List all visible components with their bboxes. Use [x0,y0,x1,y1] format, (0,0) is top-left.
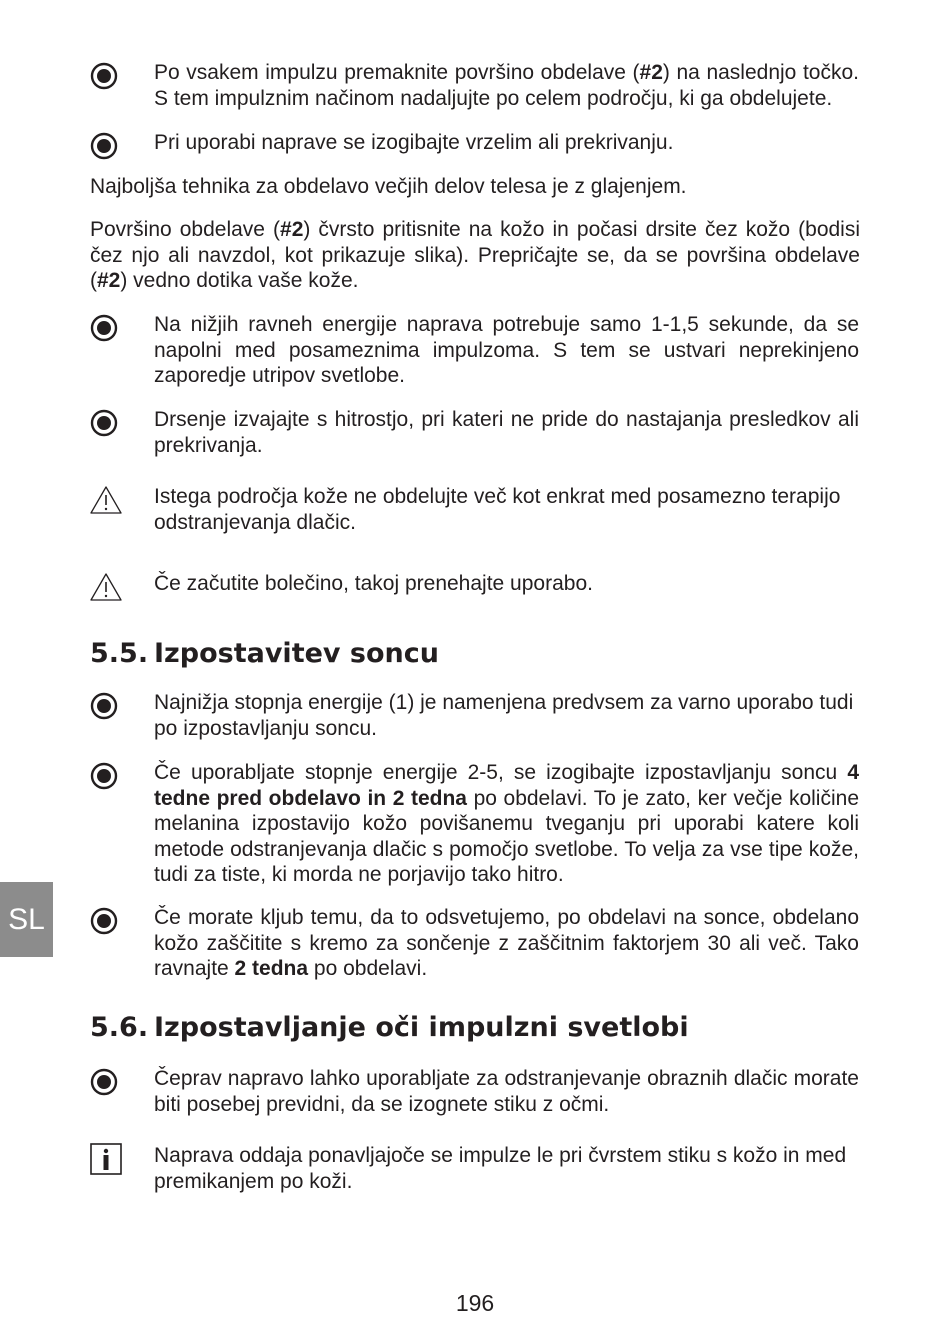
bold-text: #2 [280,218,304,241]
bullet-text: Čeprav napravo lahko uporabljate za odstranjevanje obraznih dlačic morate biti posebej previdni, da se izognete stiku z očmi. [154,1067,859,1116]
target-bullet-icon [88,1066,120,1098]
bold-text: #2 [639,61,663,84]
section-heading-5-5 [90,638,439,669]
bullet-text: Po vsakem impulzu premaknite površino obdelave (#2) na naslednjo točko. S tem impulznim načinom nadaljujte po celem področju, ki ga obdelujete. [154,61,859,110]
warning-triangle-icon [88,484,120,516]
bullet-text: Pri uporabi naprave se izogibajte vrzelim ali prekrivanju. [154,131,674,154]
section-heading-5-6 [90,1012,689,1043]
target-bullet-icon [88,130,120,162]
target-bullet-icon [88,760,120,792]
page-number: 196 [455,1290,495,1316]
info-text: Naprava oddaja ponavljajoče se impulze le pri čvrstem stiku s kožo in med premikanjem po koži. [154,1144,847,1193]
bullet-text: Če morate kljub temu, da to odsvetujemo, po obdelavi na sonce, obdelano kožo zaščitite s kremo za sončenje z zaščitnim faktorjem 30 ali več. Tako ravnajte 2 tedna po obdelavi. [154,906,859,980]
language-tab: SL [0,882,53,957]
section-title: Izpostavljanje oči impulzni svetlobi [154,1012,689,1043]
section-title: Izpostavitev soncu [154,638,439,669]
bullet-text: Če uporabljate stopnje energije 2-5, se izogibajte izpostavljanju soncu 4 tedne pred obdelavo in 2 tedna po obdelavi. To je zato, ker večje količine melanina izpostavijo kožo povišanemu tveganju pri uporabi katere koli metode odstranjevanja dlačic s pomočjo svetlobe. To velja za vse tipe kože, tudi za tiste, ki morda ne porjavijo tako hitro. [154,761,860,886]
paragraph-gliding: Površino obdelave (#2) čvrsto pritisnite na kožo in počasi drsite čez kožo (bodisi čez njo ali navzdol, kot prikazuje slika). Prepričajte se, da se površina obdelave (#2) vedno dotika vaše kože. [90,218,861,292]
warning-text: Istega področja kože ne obdelujte več kot enkrat med posamezno terapijo odstranjevanja dlačic. [154,485,841,534]
paragraph-technique: Najboljša tehnika za obdelavo večjih delov telesa je z glajenjem. [90,175,687,198]
bold-text: #2 [97,269,121,292]
target-bullet-icon [88,905,120,937]
bold-text: 4 tedne pred obdelavo in 2 tedna [154,761,859,810]
bold-text: 2 tedna [234,957,309,980]
bullet-text: Najnižja stopnja energije (1) je namenjena predvsem za varno uporabo tudi po izpostavljanju soncu. [154,691,854,740]
bullet-text: Na nižjih ravneh energije naprava potrebuje samo 1-1,5 sekunde, da se napolni med posameznima impulzoma. S tem se ustvari neprekinjeno zaporedje utripov svetlobe. [154,313,859,387]
section-number: 5.5. [90,638,149,669]
target-bullet-icon [88,60,120,92]
target-bullet-icon [88,407,120,439]
bullet-text: Drsenje izvajajte s hitrostjo, pri kateri ne pride do nastajanja presledkov ali prekrivanja. [154,408,859,457]
warning-text: Če začutite bolečino, takoj prenehajte uporabo. [154,572,593,595]
warning-triangle-icon [88,571,120,603]
target-bullet-icon [88,690,120,722]
target-bullet-icon [88,312,120,344]
info-box-icon [88,1143,120,1175]
section-number: 5.6. [90,1012,149,1043]
